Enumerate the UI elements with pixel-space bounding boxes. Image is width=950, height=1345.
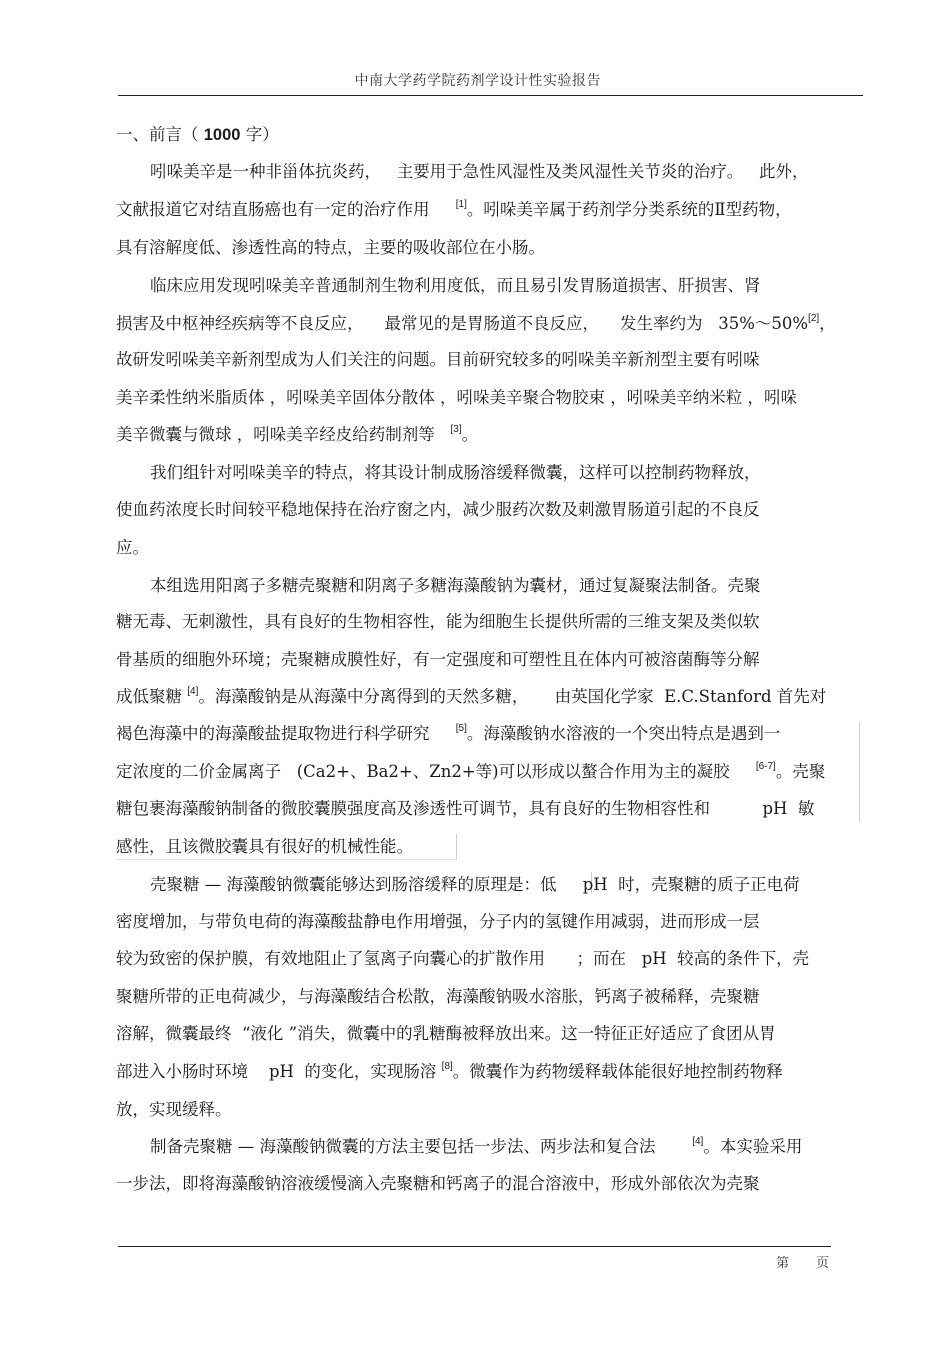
text-run: 文献报道它对结直肠癌也有一定的治疗作用 bbox=[116, 200, 456, 219]
text-run: 。微囊作为药物缓释载体能很好地控制药物释 bbox=[452, 1062, 783, 1081]
text-run: 成低聚糖 bbox=[116, 687, 188, 706]
citation: [4] bbox=[692, 1136, 704, 1147]
paragraph-line: 溶解，微囊最终 “液化 ”消失，微囊中的乳糖酶被释放出来。这一特征正好适应了食团从胃 bbox=[116, 1024, 776, 1043]
paragraph-line: 糖无毒、无刺激性，具有良好的生物相容性，能为细胞生长提供所需的三维支架及类似软 bbox=[116, 612, 760, 631]
text-run: 褐色海藻中的海藻酸盐提取物进行科学研究 bbox=[116, 724, 456, 743]
paragraph-line bbox=[116, 686, 826, 708]
paragraph-line bbox=[116, 199, 792, 221]
frame-line bbox=[116, 859, 456, 860]
heading-prefix: 一、前言（ bbox=[116, 125, 204, 144]
paragraph-line bbox=[150, 1136, 802, 1158]
text-run: 。本实验采用 bbox=[703, 1137, 803, 1156]
text-run: ， bbox=[819, 314, 836, 333]
paragraph-line: 壳聚糖 — 海藻酸钠微囊能够达到肠溶缓释的原理是：低 pH 时，壳聚糖的质子正电荷 bbox=[150, 875, 800, 894]
paragraph-line: 一步法，即将海藻酸钠溶液缓慢滴入壳聚糖和钙离子的混合溶液中，形成外部依次为壳聚 bbox=[116, 1174, 760, 1193]
paragraph-line: 具有溶解度低、渗透性高的特点，主要的吸收部位在小肠。 bbox=[116, 238, 545, 257]
paragraph-line bbox=[116, 723, 780, 745]
paragraph-line: 糖包裹海藻酸钠制备的微胶囊膜强度高及渗透性可调节，具有良好的生物相容性和 pH 敏 bbox=[116, 799, 815, 818]
text-run: 损害及中枢神经疾病等不良反应， 最常见的是胃肠道不良反应， 发生率约为 35%～50% bbox=[116, 314, 809, 333]
frame-line bbox=[456, 834, 457, 860]
page-label-left: 第 bbox=[776, 1256, 790, 1271]
section-heading bbox=[116, 124, 279, 146]
paragraph-line bbox=[116, 1061, 783, 1083]
citation: [6-7] bbox=[755, 761, 776, 772]
paragraph-line bbox=[116, 313, 836, 335]
paragraph-line: 我们组针对吲哚美辛的特点，将其设计制成肠溶缓释微囊，这样可以控制药物释放， bbox=[150, 463, 761, 482]
paragraph-line: 较为致密的保护膜，有效地阻止了氢离子向囊心的扩散作用 ；而在 pH 较高的条件下，壳 bbox=[116, 949, 810, 968]
citation: [8] bbox=[441, 1061, 453, 1072]
paragraph-line: 应。 bbox=[116, 538, 149, 557]
paragraph-line: 密度增加，与带负电荷的海藻酸盐静电作用增强，分子内的氢键作用减弱，进而形成一层 bbox=[116, 912, 760, 931]
text-run: 。海藻酸钠是从海藻中分离得到的天然多糖， 由英国化学家 E.C.Stanford 首先对 bbox=[198, 687, 827, 706]
paragraph-line: 本组选用阳离子多糖壳聚糖和阴离子多糖海藻酸钠为囊材，通过复凝聚法制备。壳聚 bbox=[150, 576, 761, 595]
heading-suffix: 字） bbox=[240, 125, 279, 144]
paragraph-line bbox=[116, 424, 478, 446]
paragraph-line bbox=[116, 761, 825, 783]
page-label-right: 页 bbox=[816, 1256, 830, 1271]
paragraph-line: 感性，且该微胶囊具有很好的机械性能。 bbox=[116, 837, 413, 856]
text-run: 。壳聚 bbox=[775, 762, 826, 781]
page-footer bbox=[118, 1246, 831, 1247]
paragraph-line: 故研发吲哚美辛新剂型成为人们关注的问题。目前研究较多的吲哚美辛新剂型主要有吲哚 bbox=[116, 350, 760, 369]
paragraph-line: 吲哚美辛是一种非甾体抗炎药， 主要用于急性风湿性及类风湿性关节炎的治疗。 此外， bbox=[150, 162, 809, 181]
header-title: 中南大学药学院药剂学设计性实验报告 bbox=[354, 73, 601, 89]
text-run: 。 bbox=[461, 425, 479, 444]
text-run: 定浓度的二价金属离子 (Ca2+、Ba2+、Zn2+等)可以形成以螯合作用为主的凝胶 bbox=[116, 762, 756, 781]
text-run: 美辛微囊与微球 ，吲哚美辛经皮给药制剂等 bbox=[116, 425, 451, 444]
citation: [3] bbox=[450, 424, 462, 435]
paragraph-line: 骨基质的细胞外环境；壳聚糖成膜性好，有一定强度和可塑性且在体内可被溶菌酶等分解 bbox=[116, 650, 760, 669]
text-run: 制备壳聚糖 — 海藻酸钠微囊的方法主要包括一步法、两步法和复合法 bbox=[150, 1137, 693, 1156]
citation: [1] bbox=[455, 199, 467, 210]
frame-line bbox=[859, 722, 860, 822]
heading-count: 1000 bbox=[203, 126, 241, 144]
paragraph-line: 美辛柔性纳米脂质体 ，吲哚美辛固体分散体 ，吲哚美辛聚合物胶束 ，吲哚美辛纳米粒 ，吲哚 bbox=[116, 388, 797, 407]
page-header bbox=[118, 68, 863, 96]
paragraph-line: 聚糖所带的正电荷减少，与海藻酸结合松散，海藻酸钠吸水溶胀，钙离子被稀释，壳聚糖 bbox=[116, 987, 760, 1006]
text-run: 。吲哚美辛属于药剂学分类系统的Ⅱ型药物， bbox=[466, 200, 792, 219]
text-run: 部进入小肠时环境 pH 的变化，实现肠溶 bbox=[116, 1062, 442, 1081]
citation: [5] bbox=[455, 723, 467, 734]
citation: [2] bbox=[808, 313, 820, 324]
text-run: 。海藻酸钠水溶液的一个突出特点是遇到一 bbox=[466, 724, 781, 743]
paragraph-line: 使血药浓度长时间较平稳地保持在治疗窗之内，减少服药次数及刺激胃肠道引起的不良反 bbox=[116, 500, 760, 519]
citation: [4] bbox=[187, 686, 199, 697]
paragraph-line: 临床应用发现吲哚美辛普通制剂生物利用度低，而且易引发胃肠道损害、肝损害、肾 bbox=[150, 276, 761, 295]
paragraph-line: 放，实现缓释。 bbox=[116, 1100, 232, 1119]
